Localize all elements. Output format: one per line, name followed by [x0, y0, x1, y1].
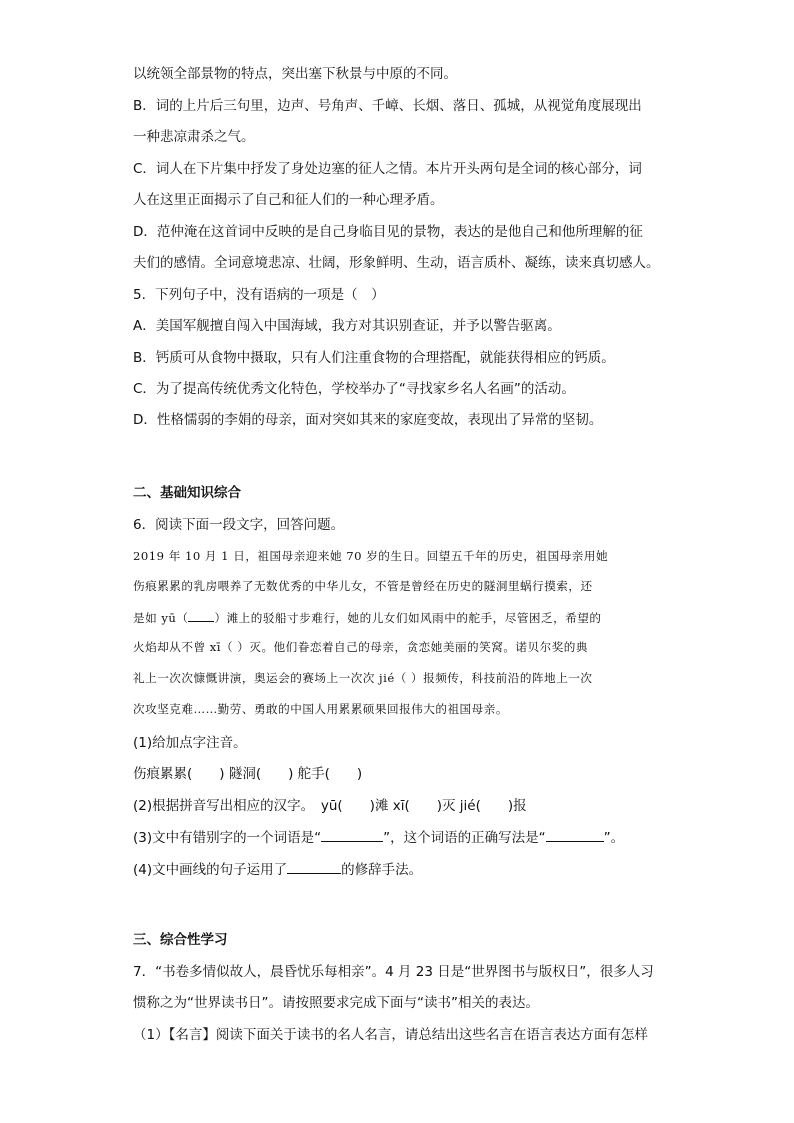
wrong-word-blank[interactable]	[321, 827, 383, 842]
q6-sub3	[133, 827, 624, 848]
q6-sub4-b: 的修辞手法。	[341, 862, 423, 878]
q5-option-d: D．性格懦弱的李娟的母亲，面对突如其来的家庭变故，表现出了异常的坚韧。	[133, 412, 603, 428]
q7-sub1: （1）【名言】阅读下面关于读书的名人名言，请总结出这些名言在语言表达方面有怎样	[133, 1027, 648, 1043]
q6-sub3-a: (3)文中有错别字的一个词语是“	[133, 830, 322, 846]
q6-sub1-items: 伤痕累累( ) 隧洞( ) 舵手( )	[133, 766, 363, 782]
q6-sub1-title: (1)给加点字注音。	[133, 735, 247, 751]
q6-sub3-c: ”。	[603, 830, 625, 846]
q5-option-a: A．美国军舰擅自闯入中国海域，我方对其识别查证，并予以警告驱离。	[133, 318, 561, 334]
q4-option-b-cont: 一种悲凉肃杀之气。	[133, 129, 255, 145]
q5-option-c: C．为了提高传统优秀文化特色，学校举办了“寻找家乡名人名画”的活动。	[133, 381, 575, 397]
passage-line-3-b: ）滩上的驳船寸步难行，她的儿女们如风雨中的舵手，尽管困乏，希望的	[214, 611, 602, 625]
q5-stem: 5．下列句子中，没有语病的一项是（ ）	[133, 287, 385, 303]
correct-word-blank[interactable]	[546, 827, 604, 842]
q4-option-b: B．词的上片后三句里，边声、号角声、千嶂、长烟、落日、孤城，从视觉角度展现出	[133, 98, 642, 114]
q7-line-2: 惯称之为“世界读书日”。请按照要求完成下面与“读书”相关的表达。	[133, 995, 539, 1011]
passage-line-4: 火焰却从不曾 xī（ ）灭。他们眷恋着自己的母亲，贪恋她美丽的笑窝。诺贝尔奖的典	[133, 640, 588, 654]
section2-title: 二、基础知识综合	[133, 485, 241, 501]
q4-option-d: D．范仲淹在这首词中反映的是自己身临目见的景物，表达的是他自己和他所理解的征	[133, 224, 643, 240]
q4-option-c-cont: 人在这里正面揭示了自己和征人们的一种心理矛盾。	[133, 192, 444, 208]
q4-option-c: C．词人在下片集中抒发了身处边塞的征人之情。本片开头两句是全词的核心部分，词	[133, 161, 642, 177]
passage-line-1: 2019 年 10 月 1 日，祖国母亲迎来她 70 岁的生日。回望五千年的历史，祖国母亲用她	[133, 549, 609, 563]
passage-line-5: 礼上一次次慷慨讲演，奥运会的赛场上一次次 jié（ ）报频传，科技前沿的阵地上一次	[133, 671, 593, 685]
section3-title: 三、综合性学习	[133, 932, 228, 948]
q5-option-b: B．钙质可从食物中摄取，只有人们注重食物的合理搭配，就能获得相应的钙质。	[133, 350, 615, 366]
rhetoric-blank[interactable]	[287, 859, 341, 874]
q6-sub4-a: (4)文中画线的句子运用了	[133, 862, 288, 878]
q4-option-a-cont: 以统领全部景物的特点，突出塞下秋景与中原的不同。	[133, 66, 457, 82]
passage-line-3-a: 是如 yū（	[133, 611, 189, 625]
q6-stem: 6．阅读下面一段文字，回答问题。	[133, 517, 345, 533]
q4-option-d-cont: 夫们的感情。全词意境悲凉、壮阔，形象鲜明、生动，语言质朴、凝练，读来真切感人。	[133, 255, 660, 271]
passage-line-6: 次攻坚克难……勤劳、勇敢的中国人用累累硕果回报伟大的祖国母亲。	[133, 702, 508, 716]
yu-blank[interactable]	[188, 607, 214, 622]
q6-sub4	[133, 859, 422, 880]
q6-sub3-b: ”，这个词语的正确写法是“	[383, 830, 546, 846]
q7-line-1: 7．“书卷多情似故人，晨昏忧乐每相亲”。4 月 23 日是“世界图书与版权日”，很多人习	[133, 964, 654, 980]
passage-line-3	[133, 607, 602, 628]
q6-sub2: (2)根据拼音写出相应的汉字。 yū( )滩 xī( )灭 jié( )报	[133, 798, 527, 814]
passage-line-2: 伤痕累累的乳房喂养了无数优秀的中华儿女，不管是曾经在历史的隧洞里蜗行摸索，还	[133, 579, 593, 593]
